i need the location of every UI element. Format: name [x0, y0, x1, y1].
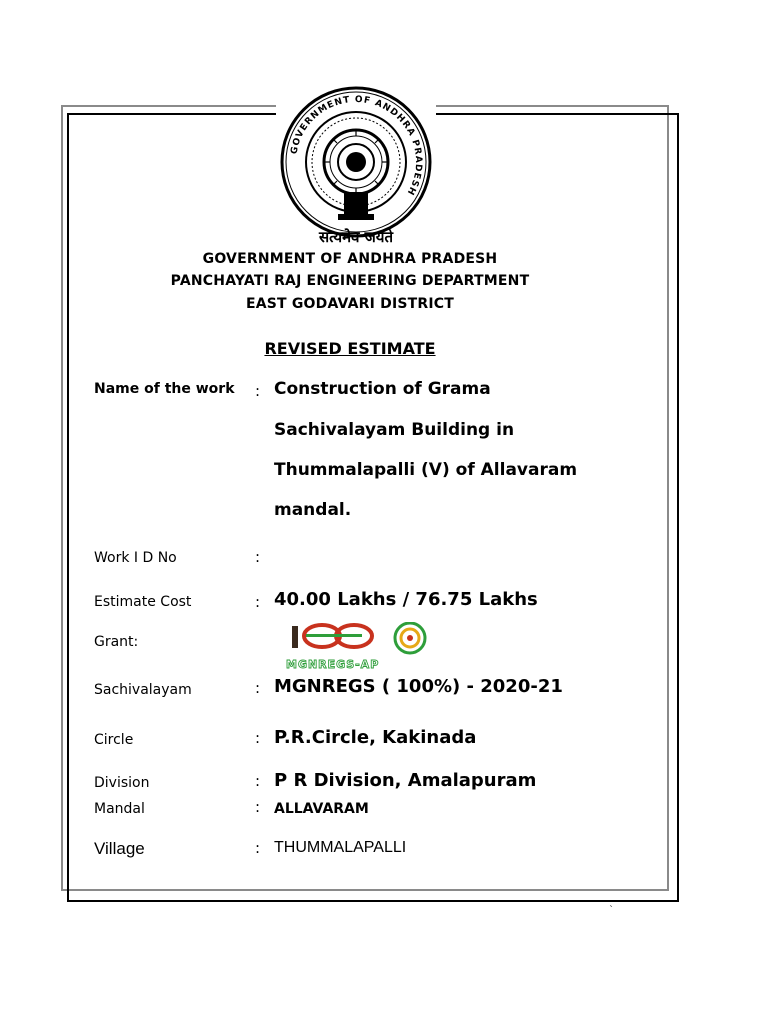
header-district: EAST GODAVARI DISTRICT: [245, 296, 455, 312]
division-label: Division: [94, 775, 150, 791]
village-value: THUMMALAPALLI: [274, 839, 407, 856]
circle-label: Circle: [94, 732, 134, 748]
name-of-work-line-4: mandal.: [274, 500, 352, 520]
document-title: REVISED ESTIMATE: [264, 339, 436, 358]
estimate-cost-label: Estimate Cost: [94, 594, 192, 610]
village-label: Village: [94, 839, 145, 858]
mandal-label: Mandal: [94, 801, 145, 817]
header-department: PANCHAYATI RAJ ENGINEERING DEPARTMENT: [170, 273, 530, 289]
work-id-colon: :: [255, 548, 261, 566]
mandal-value: ALLAVARAM: [274, 801, 369, 817]
stray-mark: `: [609, 905, 614, 916]
sachivalayam-value: MGNREGS ( 100%) - 2020-21: [274, 676, 563, 697]
grant-label: Grant:: [94, 634, 139, 650]
division-value: P R Division, Amalapuram: [274, 770, 537, 791]
name-of-work-line-3: Thummalapalli (V) of Allavaram: [274, 460, 578, 480]
village-colon: :: [255, 839, 261, 857]
seal-ring-text: GOVERNMENT OF ANDHRA PRADESH: [289, 94, 424, 198]
sachivalayam-colon: :: [255, 679, 261, 697]
work-id-label: Work I D No: [94, 550, 177, 566]
header-government: GOVERNMENT OF ANDHRA PRADESH: [202, 251, 498, 267]
sachivalayam-label: Sachivalayam: [94, 682, 192, 698]
division-colon: :: [255, 772, 261, 790]
circle-colon: :: [255, 729, 261, 747]
seal-motto: सत्यमेव जयते: [318, 228, 394, 246]
mandal-colon: :: [255, 798, 261, 816]
mgnregs-logo: [282, 622, 436, 672]
circle-value: P.R.Circle, Kakinada: [274, 727, 477, 748]
name-of-work-colon: :: [255, 382, 261, 400]
estimate-cost-colon: :: [255, 593, 261, 611]
mgnregs-logo-text: MGNREGS-AP: [286, 658, 380, 671]
name-of-work-label: Name of the work: [94, 381, 235, 397]
name-of-work-line-1: Construction of Grama: [274, 379, 491, 399]
estimate-cost-value: 40.00 Lakhs / 76.75 Lakhs: [274, 589, 538, 610]
name-of-work-line-2: Sachivalayam Building in: [274, 420, 515, 440]
government-seal: [276, 84, 436, 250]
